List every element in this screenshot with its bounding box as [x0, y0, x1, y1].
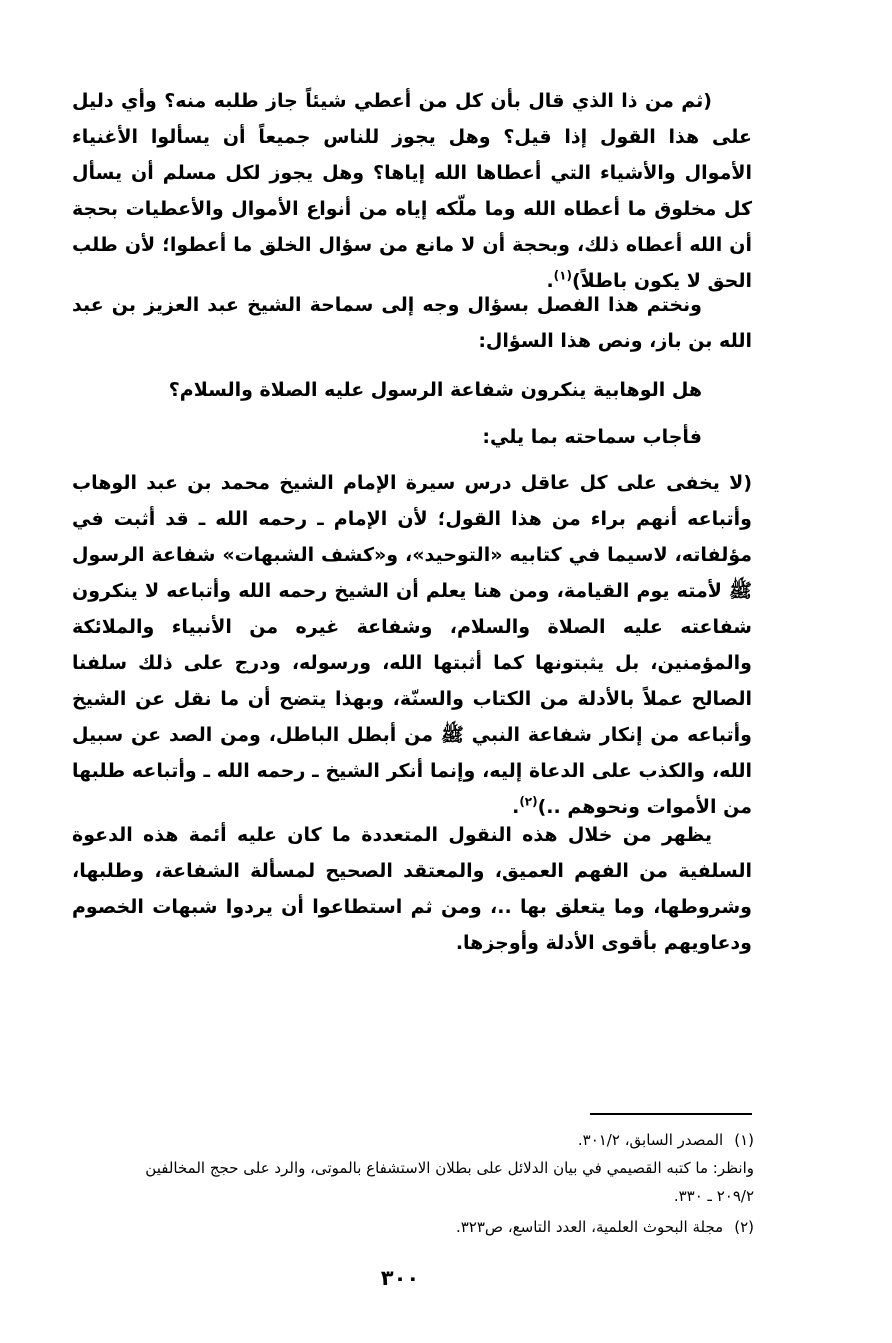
- paragraph-question: هل الوهابية ينكرون شفاعة الرسول عليه الصلاة والسلام؟: [168, 379, 702, 401]
- footnote-ref-1: (١): [553, 268, 572, 283]
- footnote-separator: [590, 1113, 752, 1115]
- paragraph-conclusion: يظهر من خلال هذه النقول المتعددة ما كان عليه أئمة هذه الدعوة السلفية من الفهم العميق، والمعتقد الصحيح لمسألة الشفاعة، وطلبها، وشروطها، وما يتعلق بها ..، ومن ثم استطاعوا أن يردوا شبهات الخصوم ودعاويهم بأقوى الأدلة وأوجزها.: [72, 824, 752, 954]
- paragraph-answer-text: (لا يخفى على كل عاقل درس سيرة الإمام الشيخ محمد بن عبد الوهاب وأتباعه أنهم براء من هذا القول؛ لأن الإمام ـ رحمه الله ـ قد أثبت في مؤلفاته، لاسيما في كتابيه «التوحيد»، و«كشف الشبهات» شفاعة الرسول ﷺ لأمته يوم القيامة، ومن هنا يعلم أن الشيخ رحمه الله وأتباعه لا ينكرون شفاعته عليه الصلاة والسلام، وشفاعة غيره من الأنبياء والملائكة والمؤمنين، بل يثبتونها كما أثبتها الله، ورسوله، ودرج على ذلك سلفنا الصالح عملاً بالأدلة من الكتاب والسنّة، وبهذا يتضح أن ما نقل عن الشيخ وأتباعه من إنكار شفاعة النبي ﷺ من أبطل الباطل، ومن الصد عن سبيل الله، والكذب على الدعاة إليه، وإنما أنكر الشيخ ـ رحمه الله ـ وأتباعه طلبها من الأموات ونحوهم ..): [72, 472, 752, 818]
- footnote-ref-2: (٢): [519, 794, 538, 809]
- paragraph-quote-1: (ثم من ذا الذي قال بأن كل من أعطي شيئاً جاز طلبه منه؟ وأي دليل على هذا القول إذا قيل؟ وهل يجوز للناس جميعاً أن يسألوا الأغنياء الأموال والأشياء التي أعطاها الله إياها؟ وهل يجوز لكل مسلم أن يسأل كل مخلوق ما أعطاه الله وما ملّكه إياه من أنواع الأموال والأعطيات بحجة أن الله أعطاه ذلك، وبحجة أن لا مانع من سؤال الخلق ما أعطوا؛ لأن طلب الحق لا يكون باطلاً)$^{(١)}$.: [72, 90, 752, 292]
- paragraph-answer-intro: فأجاب سماحته بما يلي:: [482, 426, 702, 448]
- paragraph-quote-1-text: (ثم من ذا الذي قال بأن كل من أعطي شيئاً جاز طلبه منه؟ وأي دليل على هذا القول إذا قيل؟ وهل يجوز للناس جميعاً أن يسألوا الأغنياء الأموال والأشياء التي أعطاها الله إياها؟ وهل يجوز لكل مسلم أن يسأل كل مخلوق ما أعطاه الله وما ملّكه إياه من أنواع الأموال والأعطيات بحجة أن الله أعطاه ذلك، وبحجة أن لا مانع من سؤال الخلق ما أعطوا؛ لأن طلب الحق لا يكون باطلاً): [72, 90, 752, 292]
- footnote-1: [50, 1126, 754, 1154]
- paragraph-question-intro: ونختم هذا الفصل بسؤال وجه إلى سماحة الشيخ عبد العزيز بن عبد الله بن باز، ونص هذا السؤال:: [72, 294, 752, 352]
- footnote-2-number: (٢): [734, 1218, 754, 1236]
- footnote-1-continuation-b: ٢٠٩/٢ ـ ٣٣٠.: [673, 1187, 754, 1205]
- footnote-2-text: مجلة البحوث العلمية، العدد التاسع، ص٣٢٣.: [455, 1218, 724, 1236]
- footnote-1-number: (١): [734, 1131, 754, 1149]
- paragraph-answer: (لا يخفى على كل عاقل درس سيرة الإمام الشيخ محمد بن عبد الوهاب وأتباعه أنهم براء من هذا القول؛ لأن الإمام ـ رحمه الله ـ قد أثبت في مؤلفاته، لاسيما في كتابيه «التوحيد»، و«كشف الشبهات» شفاعة الرسول ﷺ لأمته يوم القيامة، ومن هنا يعلم أن الشيخ رحمه الله وأتباعه لا ينكرون شفاعته عليه الصلاة والسلام، وشفاعة غيره من الأنبياء والملائكة والمؤمنين، بل يثبتونها كما أثبتها الله، ورسوله، ودرج على ذلك سلفنا الصالح عملاً بالأدلة من الكتاب والسنّة، وبهذا يتضح أن ما نقل عن الشيخ وأتباعه من إنكار شفاعة النبي ﷺ من أبطل الباطل، ومن الصد عن سبيل الله، والكذب على الدعاة إليه، وإنما أنكر الشيخ ـ رحمه الله ـ وأتباعه طلبها من الأموات ونحوهم ..)$^{(٢)}$.: [72, 472, 752, 818]
- footnote-1-text: المصدر السابق، ٣٠١/٢.: [577, 1131, 724, 1149]
- footnote-2: [50, 1213, 754, 1241]
- footnote-1-continuation-a: وانظر: ما كتبه القصيمي في بيان الدلائل على بطلان الاستشفاع بالموتى، والرد على حجج المخالفين: [145, 1159, 754, 1177]
- page-number: ٣٠٠: [380, 1266, 420, 1290]
